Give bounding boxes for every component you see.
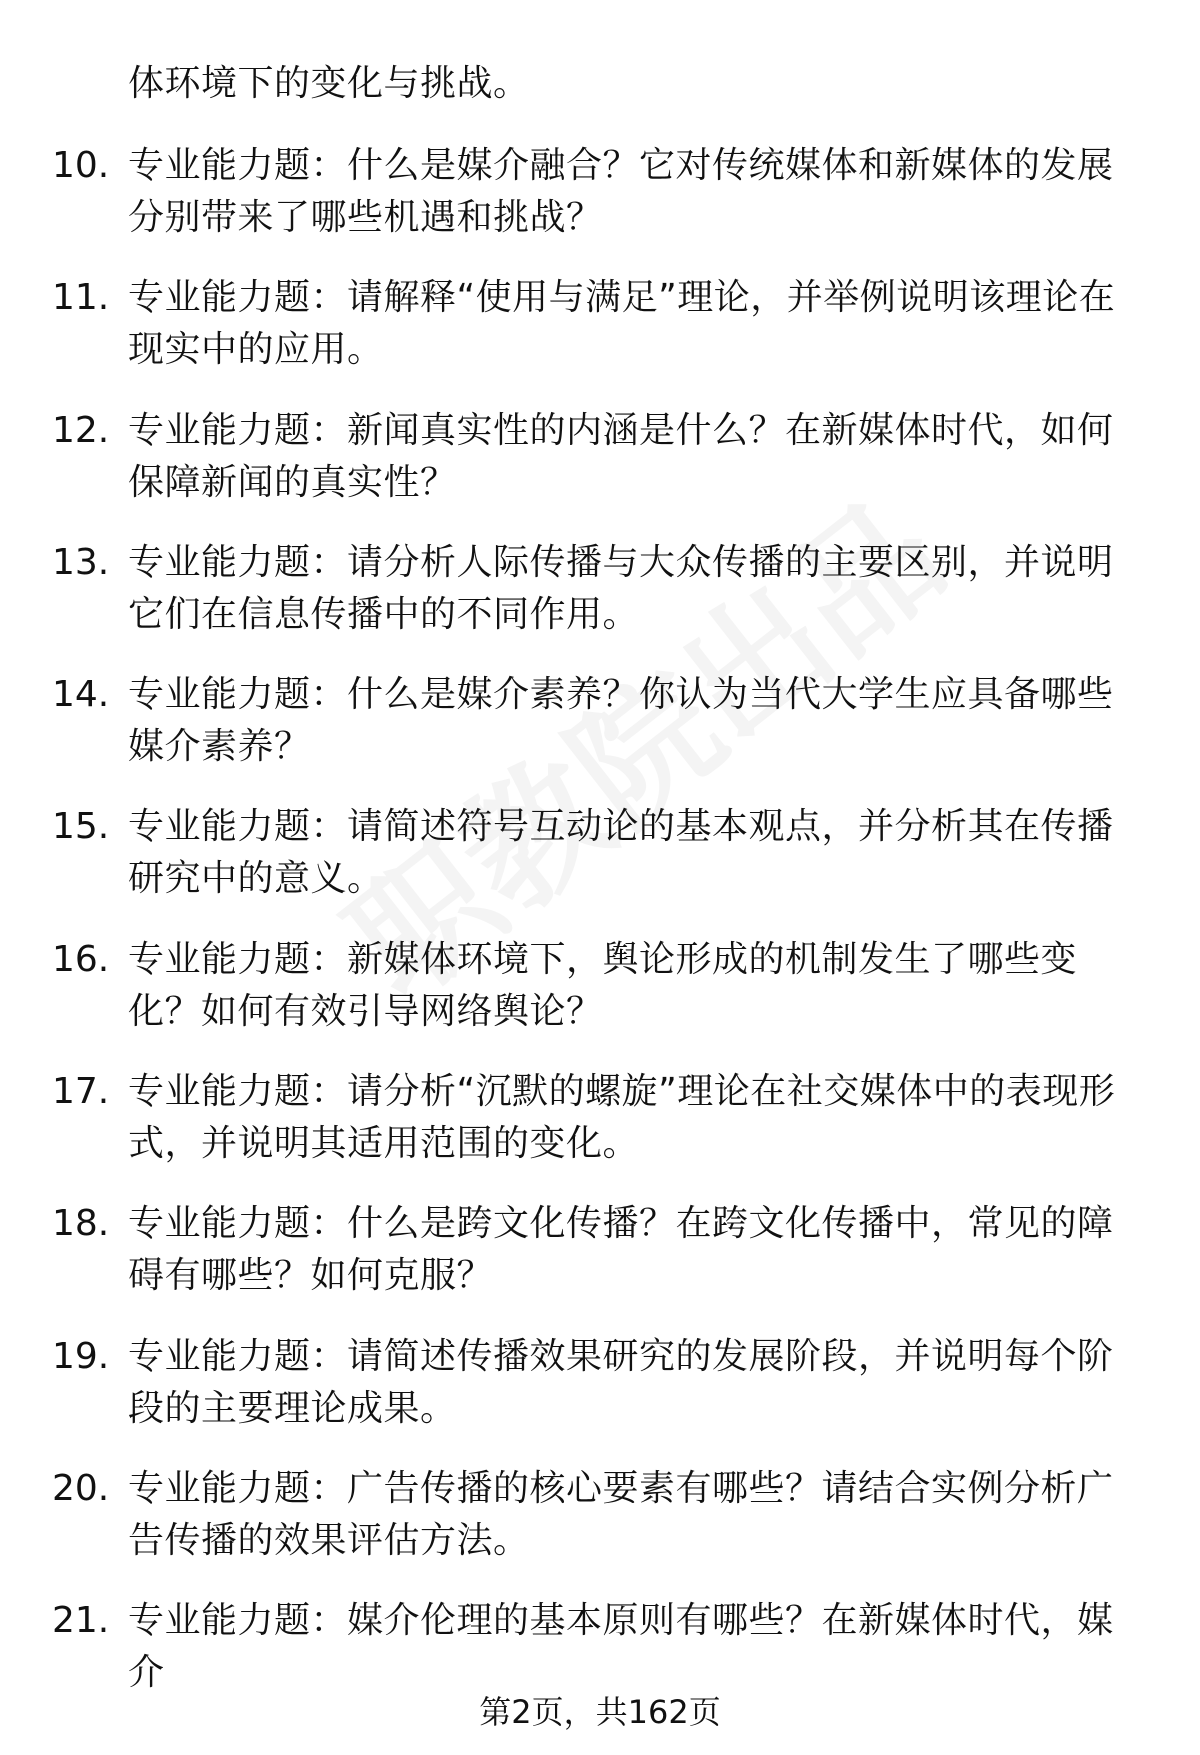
question-text: 专业能力题：新媒体环境下，舆论形成的机制发生了哪些变化？如何有效引导网络舆论？: [128, 938, 1078, 1032]
question-item: [0, 272, 1200, 404]
question-text: 专业能力题：请分析“沉默的螺旋”理论在社交媒体中的表现形式，并说明其适用范围的变化。: [128, 1071, 1116, 1165]
question-text: 专业能力题：广告传播的核心要素有哪些？请结合实例分析广告传播的效果评估方法。: [128, 1467, 1114, 1561]
question-item: [0, 140, 1200, 272]
question-item: [0, 669, 1200, 801]
question-number: 20.: [52, 1467, 110, 1509]
question-text: 专业能力题：什么是跨文化传播？在跨文化传播中，常见的障碍有哪些？如何克服？: [128, 1203, 1114, 1297]
question-item: [0, 405, 1200, 537]
page-footer: 第2页，共162页: [479, 1693, 721, 1731]
question-number: 12.: [52, 409, 110, 451]
question-text: 专业能力题：请简述符号互动论的基本观点，并分析其在传播研究中的意义。: [128, 806, 1114, 900]
question-item: [0, 1463, 1200, 1595]
question-text: 专业能力题：什么是媒介融合？它对传统媒体和新媒体的发展分别带来了哪些机遇和挑战？: [128, 145, 1114, 238]
question-item: [0, 1198, 1200, 1330]
question-text: 专业能力题：请简述传播效果研究的发展阶段，并说明每个阶段的主要理论成果。: [128, 1335, 1114, 1429]
question-item: [0, 801, 1200, 933]
continued-question-text: 体环境下的变化与挑战。: [128, 63, 530, 104]
question-number: 15.: [52, 806, 110, 848]
question-number: 14.: [52, 674, 110, 716]
question-text: 专业能力题：请解释“使用与满足”理论，并举例说明该理论在现实中的应用。: [128, 277, 1116, 371]
question-text: 专业能力题：请分析人际传播与大众传播的主要区别，并说明它们在信息传播中的不同作用。: [128, 541, 1114, 635]
question-number: 11.: [52, 277, 110, 319]
question-text: 专业能力题：媒介伦理的基本原则有哪些？在新媒体时代，媒介: [128, 1600, 1114, 1694]
question-item: [0, 934, 1200, 1066]
question-item: [0, 1331, 1200, 1463]
question-item: [0, 537, 1200, 669]
question-text: 专业能力题：什么是媒介素养？你认为当代大学生应具备哪些媒介素养？: [128, 674, 1114, 768]
question-item: [0, 1066, 1200, 1198]
question-list: [0, 140, 1200, 1728]
question-number: 18.: [52, 1203, 110, 1245]
question-number: 16.: [52, 938, 110, 980]
question-number: 10.: [52, 145, 110, 186]
question-text: 专业能力题：新闻真实性的内涵是什么？在新媒体时代，如何保障新闻的真实性？: [128, 409, 1114, 503]
question-number: 17.: [52, 1071, 110, 1113]
question-number: 19.: [52, 1335, 110, 1377]
question-number: 13.: [52, 541, 110, 583]
question-number: 21.: [52, 1600, 110, 1642]
